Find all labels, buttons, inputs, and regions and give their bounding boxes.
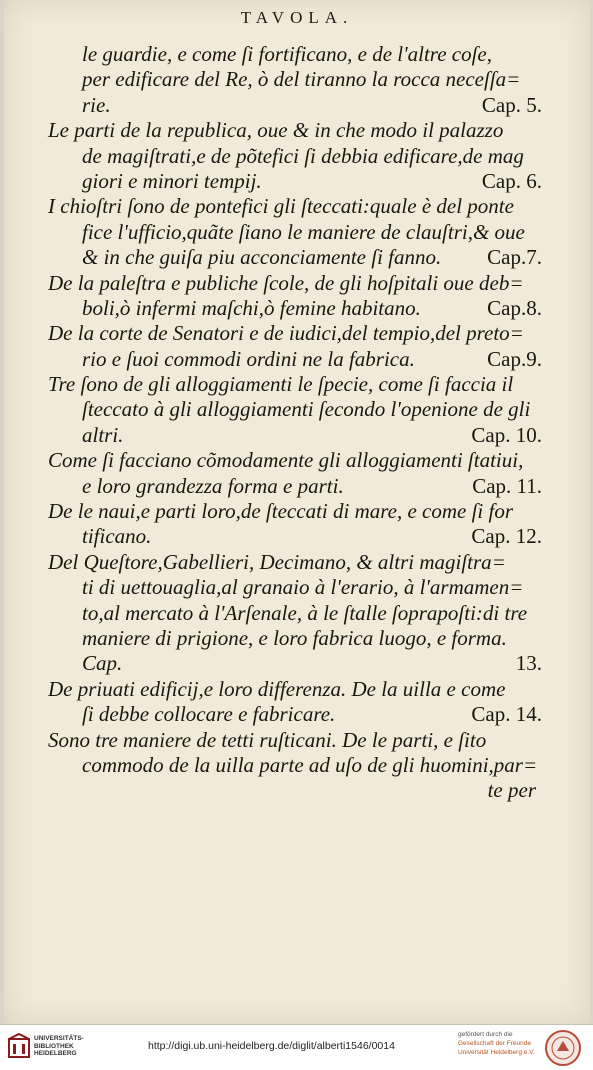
toc-line-text: giori e minori tempij.	[82, 168, 262, 193]
toc-line-text: I chioſtri ſono de pontefici gli ſteccati:quale è del ponte	[48, 194, 514, 219]
chapter-reference: Cap. 10.	[471, 422, 542, 447]
toc-line-text: ti di uettouaglia,al granaio à l'erario, à l'armamen=	[82, 575, 524, 600]
chapter-reference: Cap. 12.	[471, 524, 542, 549]
toc-line	[48, 372, 548, 397]
toc-line-text: Come ſi facciano cõmodamente gli alloggiamenti ſtatiui,	[48, 448, 524, 473]
book-page	[4, 0, 590, 1024]
toc-line	[48, 397, 548, 422]
toc-line	[48, 42, 548, 67]
toc-line-text: e loro grandezza forma e parti.	[82, 473, 344, 498]
funding-org: Gesellschaft der Freunde	[458, 1040, 531, 1047]
toc-line	[48, 702, 548, 727]
toc-line-text: Le parti de la republica, oue & in che modo il palazzo	[48, 118, 504, 143]
toc-line	[48, 93, 548, 118]
toc-line	[48, 524, 548, 549]
chapter-reference: Cap.9.	[487, 346, 542, 371]
funding-org-affiliation: Universität Heidelberg e.V.	[458, 1049, 535, 1056]
toc-line-text: De le naui,e parti loro,de ſteccati di mare, e come ſi for	[48, 499, 514, 524]
toc-line	[48, 575, 548, 600]
toc-line-text: Cap.	[82, 651, 123, 676]
toc-line-text: boli,ò infermi maſchi,ò femine habitano.	[82, 295, 421, 320]
toc-line-text: & in che guiſa piu acconciamente ſi fanno.	[82, 245, 442, 270]
toc-line	[48, 728, 548, 753]
chapter-reference: Cap.8.	[487, 295, 542, 320]
permalink[interactable]: http://digi.ub.uni-heidelberg.de/diglit/alberti1546/0014	[148, 1040, 395, 1052]
toc-line-text: De la corte de Senatori e de iudici,del tempio,del preto=	[48, 321, 524, 346]
toc-line-text: Del Queſtore,Gabellieri, Decimano, & altri magiſtra=	[48, 549, 506, 574]
toc-line-text: to,al mercato à l'Arſenale, à le ſtalle ſoprapoſti:di tre	[82, 600, 528, 625]
toc-line-text: per edificare del Re, ò del tiranno la rocca neceſſa=	[82, 67, 521, 92]
toc-line-text: ſi debbe collocare e fabricare.	[82, 702, 336, 727]
toc-line-text: tificano.	[82, 524, 152, 549]
toc-line-text: rio e ſuoi commodi ordini ne la fabrica.	[82, 346, 415, 371]
toc-line	[48, 499, 548, 524]
table-of-contents	[48, 42, 548, 804]
toc-line	[48, 753, 548, 778]
toc-line-text: Tre ſono de gli alloggiamenti le ſpecie, come ſi faccia il	[48, 372, 514, 397]
viewer-footer	[0, 1024, 593, 1070]
toc-line-text: De priuati edificij,e loro differenza. De la uilla e come	[48, 676, 506, 701]
toc-line-text: altri.	[82, 422, 124, 447]
toc-line	[48, 474, 548, 499]
toc-line	[48, 169, 548, 194]
toc-line	[48, 550, 548, 575]
toc-line-text: de magiſtrati,e de põtefici ſi debbia edificare,de mag	[82, 143, 524, 168]
chapter-reference: Cap.7.	[487, 245, 542, 270]
toc-line	[48, 347, 548, 372]
library-name: UNIVERSITÄTS- BIBLIOTHEK HEIDELBERG	[34, 1035, 84, 1057]
toc-line-text: Sono tre maniere de tetti ruſticani. De le parti, e ſito	[48, 727, 487, 752]
chapter-reference: Cap. 5.	[481, 92, 542, 117]
toc-line	[48, 245, 548, 270]
toc-line-text: le guardie, e come ſi fortificano, e de l'altre coſe,	[82, 42, 492, 66]
toc-line	[48, 194, 548, 219]
toc-line-text: rie.	[82, 92, 111, 117]
toc-line	[48, 677, 548, 702]
toc-line	[48, 220, 548, 245]
funding-note	[458, 1030, 535, 1057]
toc-line-text: De la paleſtra e publiche ſcole, de gli hoſpitali oue deb=	[48, 270, 524, 295]
toc-line	[48, 448, 548, 473]
chapter-reference: Cap. 14.	[471, 702, 542, 727]
funding-line: gefördert durch die	[458, 1031, 513, 1038]
running-head: TAVOLA.	[240, 8, 354, 27]
chapter-reference: Cap. 6.	[481, 168, 542, 193]
toc-line	[48, 601, 548, 626]
toc-line	[48, 67, 548, 92]
toc-line	[48, 118, 548, 143]
toc-line	[48, 651, 548, 676]
catchword: te per	[487, 778, 536, 803]
toc-line	[48, 271, 548, 296]
toc-line	[48, 296, 548, 321]
toc-line	[48, 144, 548, 169]
library-logo-icon	[8, 1033, 30, 1059]
chapter-reference: Cap. 11.	[472, 473, 542, 498]
toc-line	[48, 321, 548, 346]
toc-line-text: maniere di prigione, e loro fabrica luogo, e forma.	[82, 625, 507, 650]
chapter-reference: 13.	[515, 651, 542, 676]
toc-line-text: ſteccato à gli alloggiamenti ſecondo l'openione de gli	[82, 397, 531, 422]
society-seal-icon	[544, 1029, 582, 1067]
toc-line	[48, 626, 548, 651]
toc-line-text: fice l'ufficio,quãte ſiano le maniere de clauſtri,& oue	[82, 219, 525, 244]
toc-line-text: commodo de la uilla parte ad uſo de gli huomini,par=	[82, 752, 538, 777]
toc-line	[48, 423, 548, 448]
